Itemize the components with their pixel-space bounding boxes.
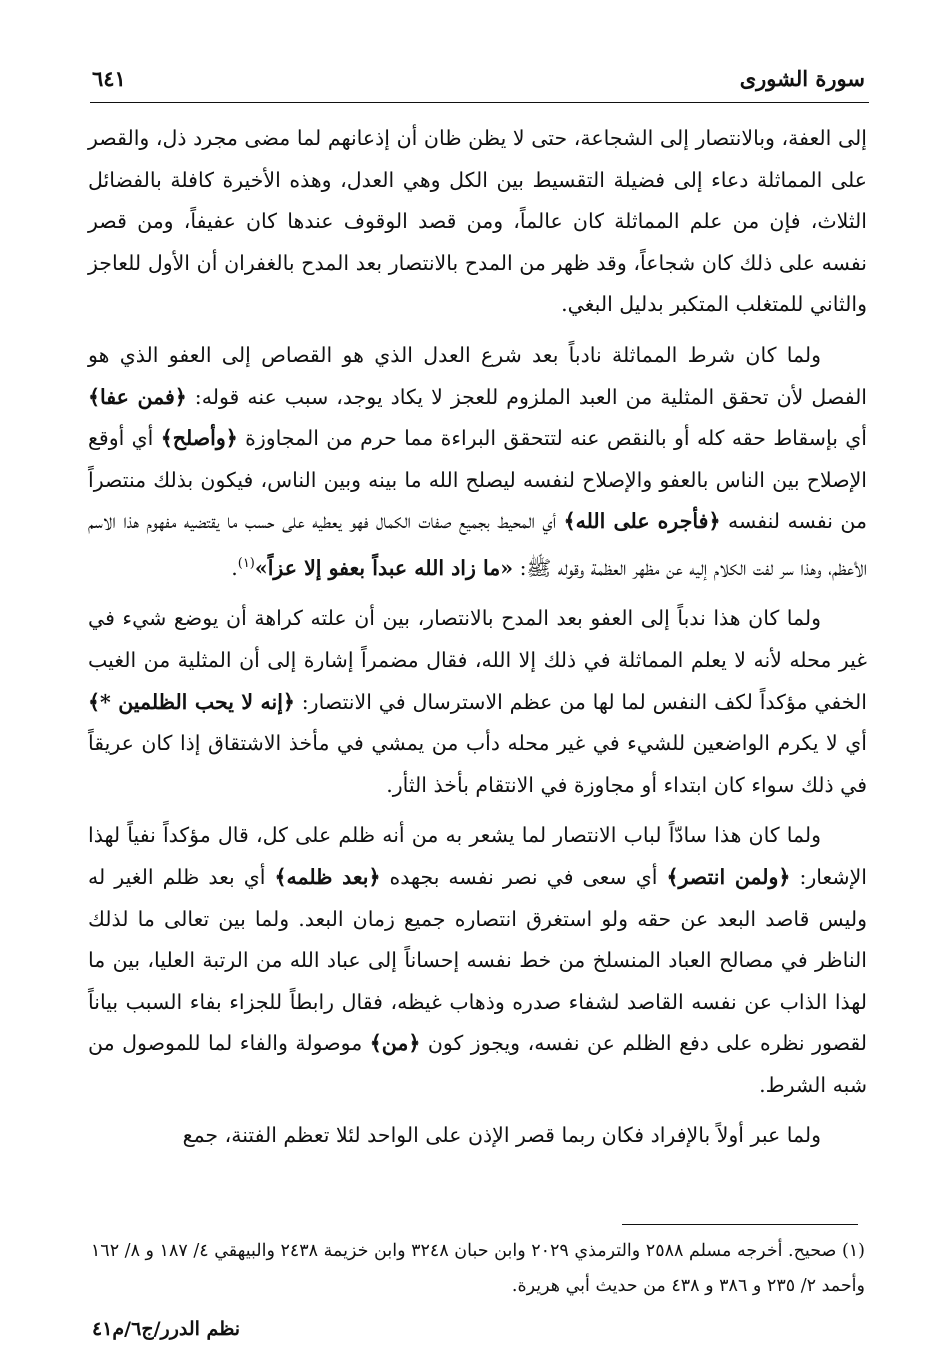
footnote-reference: (١) xyxy=(237,555,255,571)
main-text xyxy=(88,118,867,1157)
quotation: «ما زاد الله عبداً بعفو إلا عزاً» xyxy=(254,555,514,580)
page-number: ٦٤١ xyxy=(92,65,126,91)
paragraph xyxy=(88,598,867,806)
quotation: ﴿إنه لا يحب الظلمين *﴾ xyxy=(88,689,295,714)
text-run: أي أوقع الإصلاح بين الناس بالعفو والإصلاح لنفسه ليصلح الله ما بينه وبين الناس، فيكون بذلك منتصراً من نفسه لنفسه xyxy=(88,426,867,534)
quotation: ﴿من﴾ xyxy=(369,1031,421,1056)
text-run: ولما كان هذا سادّاً لباب الانتصار لما يشعر به من أنه ظلم على كل، قال مؤكداً نفياً لهذا الإشعار: xyxy=(88,823,867,889)
text-run: إلى العفة، وبالانتصار إلى الشجاعة، حتى لا يظن ظان أن إذعانهم لما مضى مجرد ذل، والقصر على المماثلة دعاء إلى فضيلة التقسيط بين الكل وهي العدل، وهذه الأخيرة كافلة بالفضائل الثلاث، فإن من علم المماثلة كان عالماً، ومن قصد الوقوف عندها كان عفيفاً، ومن قصر نفسه على ذلك كان شجاعاً، وقد ظهر من المدح بالانتصار بعد المدح بالغفران أن الأول للعاجز والثاني للمتغلب المتكبر بدليل البغي. xyxy=(88,126,867,317)
surah-title: سورة الشورى xyxy=(739,65,865,91)
quotation: ﴿وأصلح﴾ xyxy=(160,426,238,451)
text-run: أي بعد ظلم الغير له وليس قاصد البعد عن حقه ولو استغرق انتصاره جميع زمان البعد. ولما بين تعالى ما لذلك الناظر في مصالح العباد المنسلخ من خط نفسه إحساناً إلى عباد الله من الرتبة العليا، بين ما لهذا الذاب عن نفسه القاصد لشفاء صدره وذهاب غيظه، فقال رابطاً للجزاء بفاء السبب بياناً لقصور نظره على دفع الظلم عن نفسه، ويجوز كون xyxy=(88,864,867,1056)
paragraph-indent xyxy=(821,606,867,630)
text-run: أي سعى في نصر نفسه بجهده xyxy=(380,864,667,889)
paragraph-indent xyxy=(821,823,867,847)
paragraph xyxy=(88,815,867,1106)
footnote-marker: (١) xyxy=(841,1241,865,1261)
paragraph xyxy=(88,118,867,326)
paragraph-indent xyxy=(821,1123,867,1147)
paragraph xyxy=(88,335,867,589)
page-header xyxy=(92,58,865,98)
footnote-text: صحيح. أخرجه مسلم ٢٥٨٨ والترمذي ٢٠٢٩ وابن حبان ٣٢٤٨ وابن خزيمة ٢٤٣٨ والبيهقي ٤/ ١٨٧ و ٨/ ١٦٢ وأحمد ٢/ ٢٣٥ و ٣٨٦ و ٤٣٨ من حديث أبي هريرة. xyxy=(90,1241,865,1296)
quotation: ﴿ولمن انتصر﴾ xyxy=(666,864,791,889)
quotation: ﴿فأجره على الله﴾ xyxy=(563,509,721,534)
text-run: ولما عبر أولاً بالإفراد فكان ربما قصر الإذن على الواحد لئلا تعظم الفتنة، جمع xyxy=(182,1123,821,1148)
paragraph-indent xyxy=(821,343,867,367)
text-run: ولما كان هذا ندباً إلى العفو بعد المدح بالانتصار، بين أن علته كراهة أن يوضع شيء في غير محله لأنه لا يعلم المماثلة في ذلك إلا الله، فقال مضمراً إشارة إلى أن المثلية من الغيب الخفي مؤكداً لكف النفس لما لها من عظم الاسترسال في الانتصار: xyxy=(88,606,867,714)
quotation: ﴿بعد ظلمه﴾ xyxy=(274,864,381,889)
text-run: موصولة والفاء لما للموصول من شبه الشرط. xyxy=(88,1031,867,1097)
paragraph xyxy=(88,1115,867,1157)
quotation: ﴿فمن عفا﴾ xyxy=(88,384,187,409)
text-run: ولما كان شرط المماثلة نادباً بعد شرع العدل الذي هو القصاص إلى العفو الذي هو الفصل لأن تحقق المثلية من العبد الملزوم للعجز لا يكاد يوجد، سبب عنه قوله: xyxy=(88,342,868,409)
text-run: أي بإسقاط حقه كله أو بالنقص عنه لتتحقق البراءة مما حرم من المجاوزة xyxy=(237,426,867,451)
header-rule xyxy=(90,102,869,103)
footnote-rule xyxy=(622,1224,858,1225)
text-run: . xyxy=(231,555,238,580)
footnote xyxy=(88,1234,865,1304)
page-footer xyxy=(92,1318,240,1340)
volume-signature: نظم الدرر/ج٦/م٤١ xyxy=(92,1318,241,1340)
text-run: أي المحيط بجميع صفات الكمال فهو يعطيه على حسب ما يقتضيه مفهوم هذا الاسم الأعظم، وهذا سر لفت الكلام إليه عن مظهر العظمة وقوله ﷺ: xyxy=(88,509,867,580)
text-run: أي لا يكرم الواضعين للشيء في غير محله دأب من يمشي في مأخذ الاشتقاق إذا كان عريقاً في ذلك سواء كان ابتداء أو مجاوزة في الانتقام بأخذ الثأر. xyxy=(88,731,867,797)
